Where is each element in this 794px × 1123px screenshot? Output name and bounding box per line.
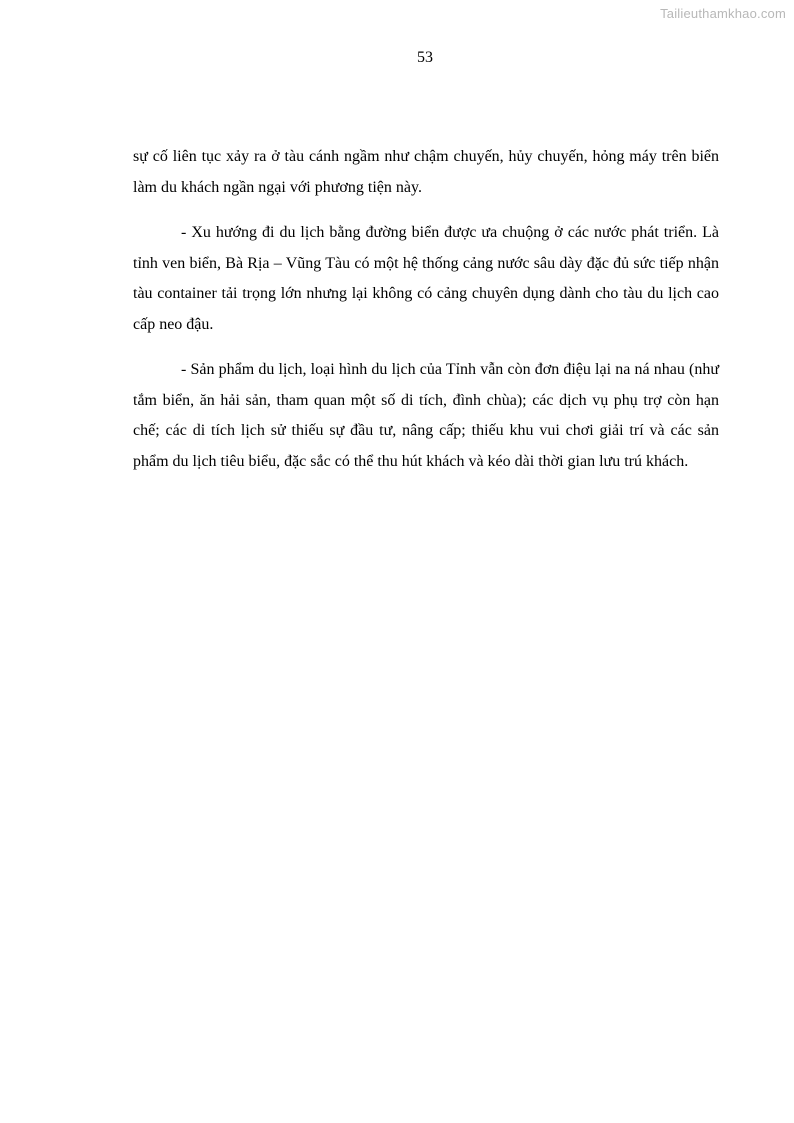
paragraph-continuation: sự cố liên tục xảy ra ở tàu cánh ngầm như chậm chuyến, hủy chuyến, hỏng máy trên biển làm du khách ngần ngại với phương tiện này.	[133, 148, 719, 196]
paragraph-tourism-products: - Sản phẩm du lịch, loại hình du lịch của Tỉnh vẫn còn đơn điệu lại na ná nhau (như tắm biển, ăn hải sản, tham quan một số di tích, đình chùa); các dịch vụ phụ trợ còn hạn chế; các di tích lịch sử thiếu sự đầu tư, nâng cấp; thiếu khu vui chơi giải trí và các sản phẩm du lịch tiêu biểu, đặc sắc có thể thu hút khách và kéo dài thời gian lưu trú khách.	[133, 361, 719, 470]
paragraph-sea-tourism: - Xu hướng đi du lịch bằng đường biển được ưa chuộng ở các nước phát triển. Là tỉnh ven biển, Bà Rịa – Vũng Tàu có một hệ thống cảng nước sâu dày đặc đủ sức tiếp nhận tàu container tải trọng lớn nhưng lại không có cảng chuyên dụng dành cho tàu du lịch cao cấp neo đậu.	[133, 224, 719, 333]
page-number: 53	[417, 49, 433, 66]
watermark-text: Tailieuthamkhao.com	[660, 6, 786, 21]
document-body	[133, 142, 719, 492]
